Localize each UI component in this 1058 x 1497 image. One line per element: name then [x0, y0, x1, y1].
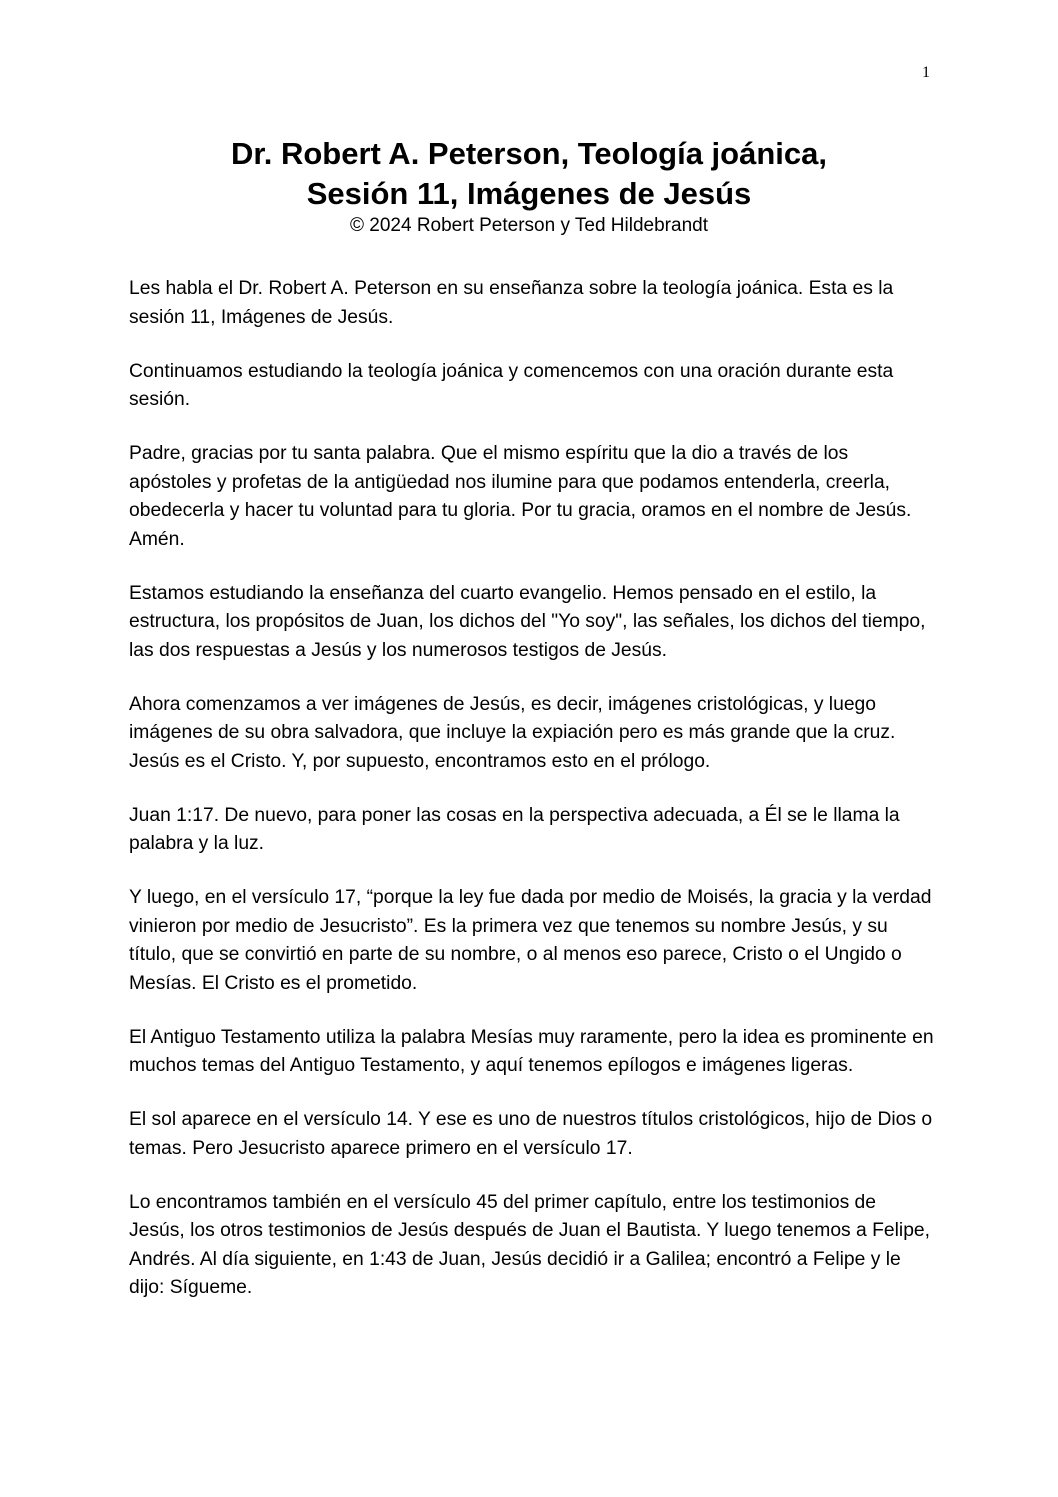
- paragraph: Padre, gracias por tu santa palabra. Que el mismo espíritu que la dio a través de los apóstoles y profetas de la antigüedad nos ilumine para que podamos entenderla, creerla, obedecerla y hacer tu voluntad para tu gloria. Por tu gracia, oramos en el nombre de Jesús. Amén.: [129, 443, 912, 550]
- title-line-1: Dr. Robert A. Peterson, Teología joánica,: [230, 136, 827, 171]
- document-header: [129, 134, 929, 238]
- paragraph: Y luego, en el versículo 17, “porque la ley fue dada por medio de Moisés, la gracia y la verdad vinieron por medio de Jesucristo”. Es la primera vez que tenemos su nombre Jesús, y su título, que se convirtió en parte de su nombre, o al menos eso parece, Cristo o el Ungido o Mesías. El Cristo es el prometido.: [129, 887, 932, 994]
- paragraph: Ahora comenzamos a ver imágenes de Jesús, es decir, imágenes cristológicas, y luego imágenes de su obra salvadora, que incluye la expiación pero es más grande que la cruz. Jesús es el Cristo. Y, por supuesto, encontramos esto en el prólogo.: [129, 693, 896, 772]
- paragraph: Continuamos estudiando la teología joánica y comencemos con una oración durante esta sesión.: [129, 360, 894, 410]
- document-body: [129, 275, 934, 1328]
- copyright-notice: © 2024 Robert Peterson y Ted Hildebrandt: [350, 215, 708, 236]
- paragraph: Juan 1:17. De nuevo, para poner las cosas en la perspectiva adecuada, a Él se le llama la palabra y la luz.: [129, 804, 900, 854]
- page-number: 1: [922, 64, 930, 81]
- paragraph: Estamos estudiando la enseñanza del cuarto evangelio. Hemos pensado en el estilo, la estructura, los propósitos de Juan, los dichos del "Yo soy", las señales, los dichos del tiempo, las dos respuestas a Jesús y los numerosos testigos de Jesús.: [129, 582, 926, 661]
- paragraph: Les habla el Dr. Robert A. Peterson en su enseñanza sobre la teología joánica. Esta es la sesión 11, Imágenes de Jesús.: [129, 278, 894, 328]
- paragraph: El sol aparece en el versículo 14. Y ese es uno de nuestros títulos cristológicos, hijo de Dios o temas. Pero Jesucristo aparece primero en el versículo 17.: [129, 1109, 933, 1159]
- title-line-2: Sesión 11, Imágenes de Jesús: [306, 176, 752, 211]
- paragraph: El Antiguo Testamento utiliza la palabra Mesías muy raramente, pero la idea es prominente en muchos temas del Antiguo Testamento, y aquí tenemos epílogos e imágenes ligeras.: [129, 1026, 934, 1076]
- paragraph: Lo encontramos también en el versículo 45 del primer capítulo, entre los testimonios de Jesús, los otros testimonios de Jesús después de Juan el Bautista. Y luego tenemos a Felipe, Andrés. Al día siguiente, en 1:43 de Juan, Jesús decidió ir a Galilea; encontró a Felipe y le dijo: Sígueme.: [129, 1191, 931, 1298]
